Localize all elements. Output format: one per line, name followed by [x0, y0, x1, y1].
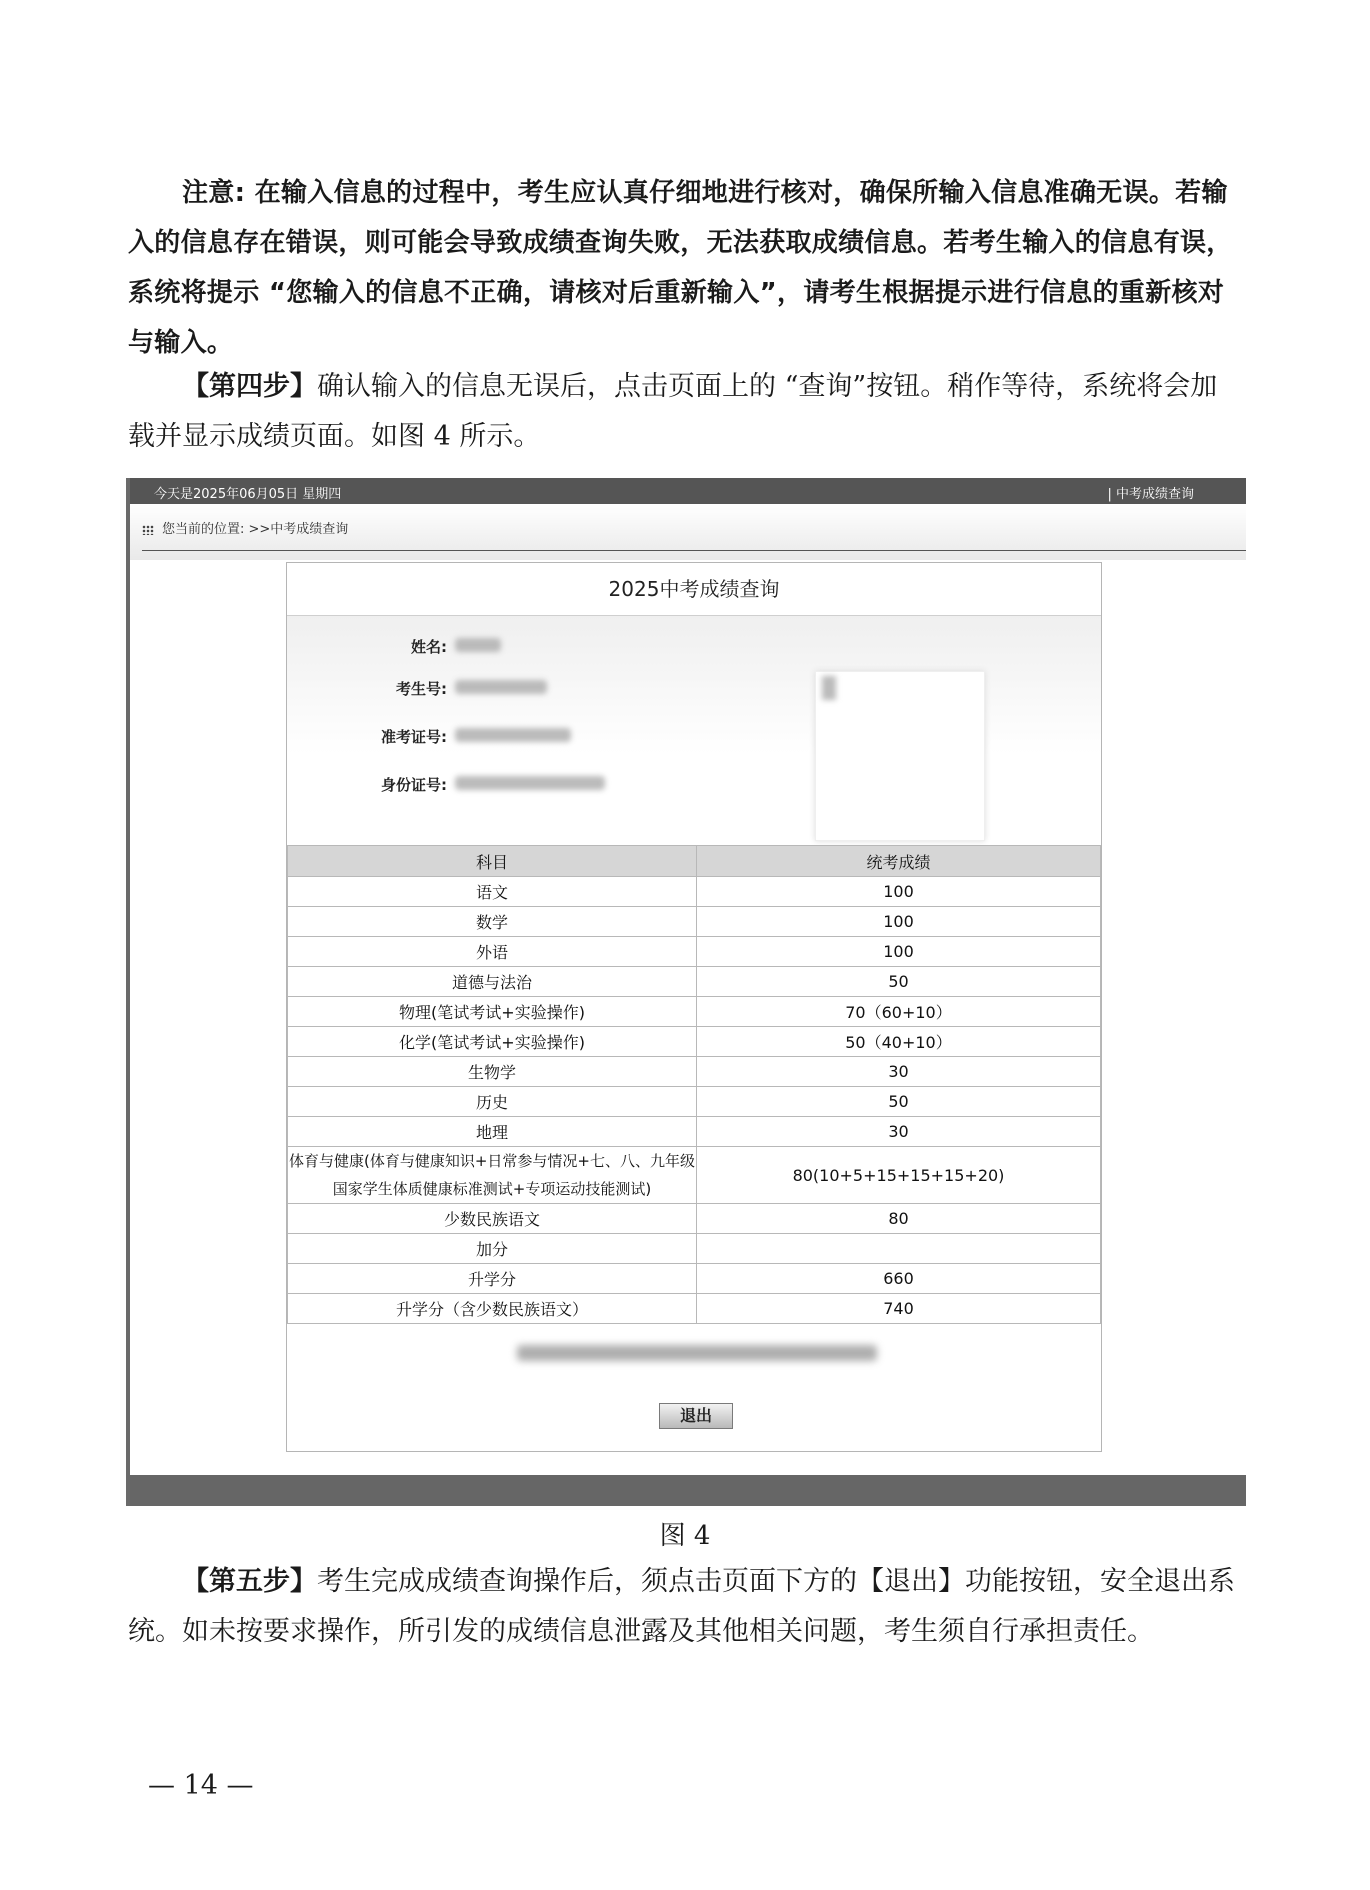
step5-paragraph: [128, 1557, 1243, 1657]
step5-text: 考生完成成绩查询操作后，须点击页面下方的【退出】功能按钮，安全退出系统。如未按要求操作，所引发的成绩信息泄露及其他相关问题，考生须自行承担责任。: [128, 1566, 1235, 1647]
table-row: [288, 1294, 1101, 1324]
query-time-redacted: [517, 1345, 877, 1361]
candidate-photo: [815, 671, 985, 841]
score-cell: 30: [697, 1117, 1101, 1147]
photo-redacted: [822, 676, 836, 700]
breadcrumb-bar: [130, 504, 1246, 560]
score-cell: 80(10+5+15+15+15+20): [697, 1147, 1101, 1204]
table-row: [288, 1087, 1101, 1117]
candidate-info: [287, 616, 1101, 846]
score-cell: 50: [697, 1087, 1101, 1117]
header-subject: 科目: [288, 846, 697, 877]
figure-caption: 图 4: [659, 1521, 711, 1551]
subject-cell: 语文: [288, 877, 697, 907]
score-query-screenshot: [126, 478, 1246, 1506]
breadcrumb-text: 您当前的位置: >>中考成绩查询: [162, 522, 349, 537]
bottom-bar: [130, 1475, 1246, 1506]
subject-cell: 升学分（含少数民族语文）: [288, 1294, 697, 1324]
subject-cell: 道德与法治: [288, 967, 697, 997]
table-row: [288, 967, 1101, 997]
exit-button[interactable]: 退出: [659, 1403, 733, 1429]
page-number: — 14 —: [148, 1770, 254, 1801]
breadcrumb: [142, 518, 348, 537]
top-bar: [130, 478, 1246, 504]
note-text: 在输入信息的过程中，考生应认真仔细地进行核对，确保所输入信息准确无误。若输入的信息存在错误，则可能会导致成绩查询失败，无法获取成绩信息。若考生输入的信息有误，系统将提示 “您输入的信息不正确，请核对后重新输入”，请考生根据提示进行信息的重新核对与输入。: [128, 178, 1233, 358]
subject-cell: 升学分: [288, 1264, 697, 1294]
top-bar-link[interactable]: | 中考成绩查询: [1107, 487, 1194, 502]
location-icon: [142, 525, 154, 535]
table-row: [288, 937, 1101, 967]
note-label: 注意:: [182, 178, 246, 208]
table-row: [288, 907, 1101, 937]
score-cell: [697, 1234, 1101, 1264]
date-text: 今天是2025年06月05日 星期四: [154, 487, 342, 502]
note-paragraph: [128, 168, 1243, 368]
subject-cell: 数学: [288, 907, 697, 937]
exam-no-label: 考生号:: [396, 680, 447, 698]
subject-cell: 体育与健康(体育与健康知识+日常参与情况+七、八、九年级国家学生体质健康标准测试+专项运动技能测试): [288, 1147, 697, 1204]
step4-label: 【第四步】: [182, 371, 317, 402]
score-cell: 80: [697, 1204, 1101, 1234]
score-table: [287, 845, 1101, 1324]
score-cell: 50（40+10）: [697, 1027, 1101, 1057]
step4-paragraph: [128, 362, 1243, 462]
score-cell: 30: [697, 1057, 1101, 1087]
table-row: [288, 877, 1101, 907]
id-no-value-redacted: [455, 776, 605, 790]
result-panel: [286, 562, 1102, 1452]
name-value-redacted: [455, 638, 501, 652]
table-header-row: [288, 846, 1101, 877]
table-row: [288, 1147, 1101, 1204]
score-cell: 100: [697, 907, 1101, 937]
admission-no-value-redacted: [455, 728, 571, 742]
score-cell: 660: [697, 1264, 1101, 1294]
step4-text: 确认输入的信息无误后，点击页面上的 “查询”按钮。稍作等待，系统将会加载并显示成绩页面。如图 4 所示。: [128, 371, 1218, 452]
score-cell: 50: [697, 967, 1101, 997]
score-cell: 70（60+10）: [697, 997, 1101, 1027]
step5-label: 【第五步】: [182, 1566, 317, 1597]
table-row: [288, 1027, 1101, 1057]
subject-cell: 化学(笔试考试+实验操作): [288, 1027, 697, 1057]
subject-cell: 外语: [288, 937, 697, 967]
table-row: [288, 1264, 1101, 1294]
score-cell: 100: [697, 937, 1101, 967]
subject-cell: 少数民族语文: [288, 1204, 697, 1234]
subject-cell: 物理(笔试考试+实验操作): [288, 997, 697, 1027]
score-cell: 100: [697, 877, 1101, 907]
table-row: [288, 997, 1101, 1027]
breadcrumb-divider: [142, 550, 1246, 551]
table-row: [288, 1057, 1101, 1087]
subject-cell: 历史: [288, 1087, 697, 1117]
table-row: [288, 1204, 1101, 1234]
exam-no-value-redacted: [455, 680, 547, 694]
subject-cell: 生物学: [288, 1057, 697, 1087]
table-row: [288, 1234, 1101, 1264]
header-score: 统考成绩: [697, 846, 1101, 877]
panel-title: 2025中考成绩查询: [287, 563, 1101, 616]
table-row: [288, 1117, 1101, 1147]
subject-cell: 地理: [288, 1117, 697, 1147]
id-no-label: 身份证号:: [381, 776, 447, 794]
score-cell: 740: [697, 1294, 1101, 1324]
subject-cell: 加分: [288, 1234, 697, 1264]
name-label: 姓名:: [411, 638, 447, 656]
admission-no-label: 准考证号:: [381, 728, 447, 746]
